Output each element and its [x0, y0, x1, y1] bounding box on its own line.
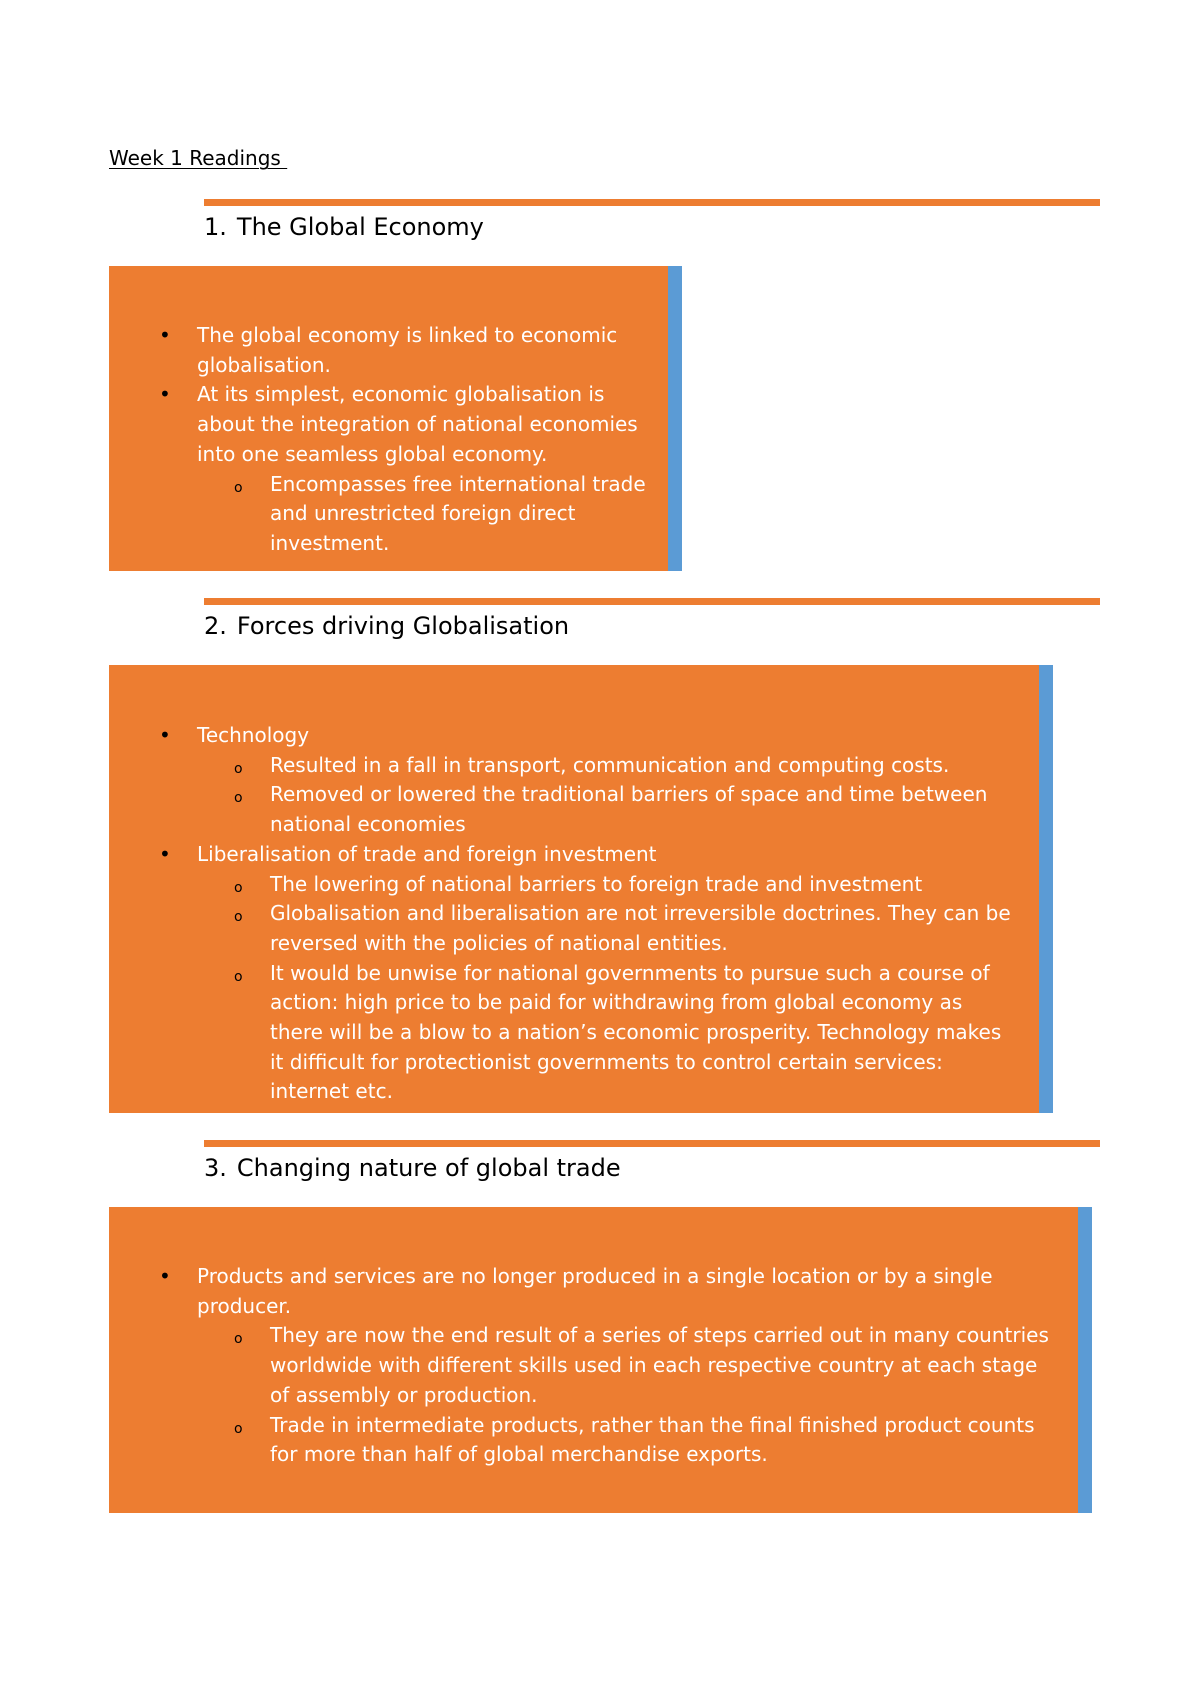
list-item: • The global economy is linked to economic globalisation. [159, 323, 618, 377]
list-item: • At its simplest, economic globalisation is about the integration of national economies into one seamless global economy. [159, 382, 638, 466]
section-3-title: Changing nature of global trade [236, 1154, 621, 1182]
sub-list-item: o The lowering of national barriers to foreign trade and investment [109, 870, 1019, 900]
circle-bullet-icon: o [234, 909, 243, 926]
sub-list-item: o Resulted in a fall in transport, communication and computing costs. [109, 751, 1019, 781]
list-item: • Products and services are no longer produced in a single location or by a single producer. [159, 1264, 993, 1318]
sub-list-item: o Trade in intermediate products, rather than the final finished product counts for more than half of global merchandise exports. [234, 1412, 1035, 1467]
page-title: Week 1 Readings [109, 146, 288, 170]
circle-bullet-icon: o [234, 790, 243, 807]
bullet-icon: • [159, 382, 171, 407]
bullet-icon: • [159, 1264, 171, 1288]
section-3-rule [204, 1140, 1100, 1147]
sub-list-item: o Encompasses free international trade and unrestricted foreign direct investment. [234, 471, 646, 555]
list-item: • Liberalisation of trade and foreign investment [109, 840, 1019, 870]
section-2-box [109, 665, 1053, 1113]
circle-bullet-icon: o [234, 760, 243, 777]
section-1-rule [204, 199, 1100, 206]
bullet-icon: • [159, 723, 171, 747]
sub-list-item: o Removed or lowered the traditional barriers of space and time between national economies [234, 782, 988, 837]
section-1-box [109, 266, 682, 571]
section-3-heading [204, 1154, 621, 1182]
sub-list-item: o They are now the end result of a series of steps carried out in many countries worldwide with different skills used in each respective country at each stage of assembly or production. [234, 1323, 1049, 1407]
circle-bullet-icon: o [234, 1331, 243, 1348]
section-1-title: The Global Economy [236, 213, 484, 241]
section-2-number: 2. [204, 612, 227, 640]
section-2-rule [204, 598, 1100, 605]
section-1-number: 1. [204, 213, 227, 241]
section-1-heading [204, 213, 484, 241]
section-2-heading [204, 612, 569, 640]
section-3-number: 3. [204, 1154, 227, 1182]
sub-list-item: o Globalisation and liberalisation are not irreversible doctrines. They can be reversed with the policies of national entities. [234, 901, 1011, 955]
section-3-list [109, 1262, 1059, 1470]
sub-list-item: o It would be unwise for national governments to pursue such a course of action: high price to be paid for withdrawing from global economy as there will be a blow to a nation’s economic prosperity. Technology makes it difficult for protectionist governments to control certain services: internet etc. [234, 960, 1002, 1104]
circle-bullet-icon: o [234, 1420, 243, 1437]
circle-bullet-icon: o [234, 968, 243, 985]
section-2-title: Forces driving Globalisation [236, 612, 570, 640]
section-2-list [109, 721, 1019, 1107]
list-item: • Technology [109, 721, 1019, 751]
bullet-icon: • [159, 841, 171, 866]
section-1-list [109, 321, 649, 559]
circle-bullet-icon: o [234, 479, 243, 496]
section-3-box [109, 1207, 1092, 1513]
bullet-icon: • [159, 323, 171, 347]
circle-bullet-icon: o [234, 879, 243, 896]
